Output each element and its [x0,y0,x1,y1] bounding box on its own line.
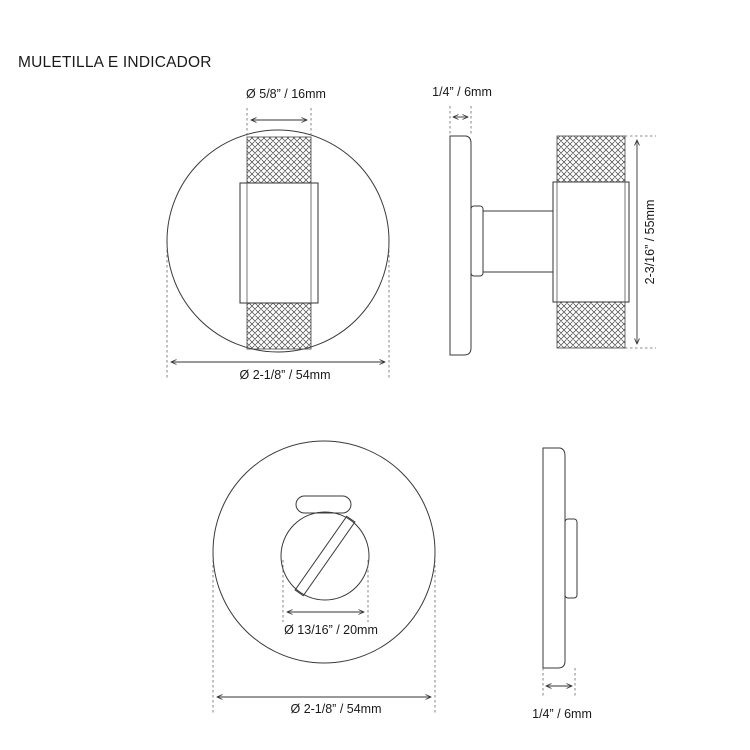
side-turn-knob [565,519,577,598]
side-plate-bottom [543,448,565,668]
turn-knob [281,512,369,600]
bottom-side-view [532,448,592,721]
side-knob-band [553,182,629,302]
side-knurl-lower [557,302,625,348]
dim-label-thickness-bottom: 1/4” / 6mm [532,707,592,721]
dim-label-thickness-top: 1/4” / 6mm [432,85,492,99]
knob-band [240,183,318,303]
dim-label-plate-diameter-top: Ø 2-1/8” / 54mm [239,368,331,382]
side-knurl-upper [557,136,625,182]
side-plate-top [450,136,471,355]
dim-label-height: 2-3/16” / 55mm [643,199,657,285]
bottom-front-view [213,441,435,716]
drawing-title: MULETILLA E INDICADOR [18,54,212,71]
top-front-view [167,87,389,382]
side-collar [471,206,483,276]
knurl-lower [247,303,311,349]
dim-label-plate-diameter-bottom: Ø 2-1/8” / 54mm [290,702,382,716]
indicator-window [296,496,351,513]
dim-label-indicator-diameter: Ø 13/16” / 20mm [284,623,378,637]
turn-knob-slot [295,516,355,595]
dim-label-knob-diameter: Ø 5/8” / 16mm [246,87,326,101]
side-shaft [483,211,553,272]
knurl-upper [247,137,311,183]
top-side-view [432,85,657,355]
